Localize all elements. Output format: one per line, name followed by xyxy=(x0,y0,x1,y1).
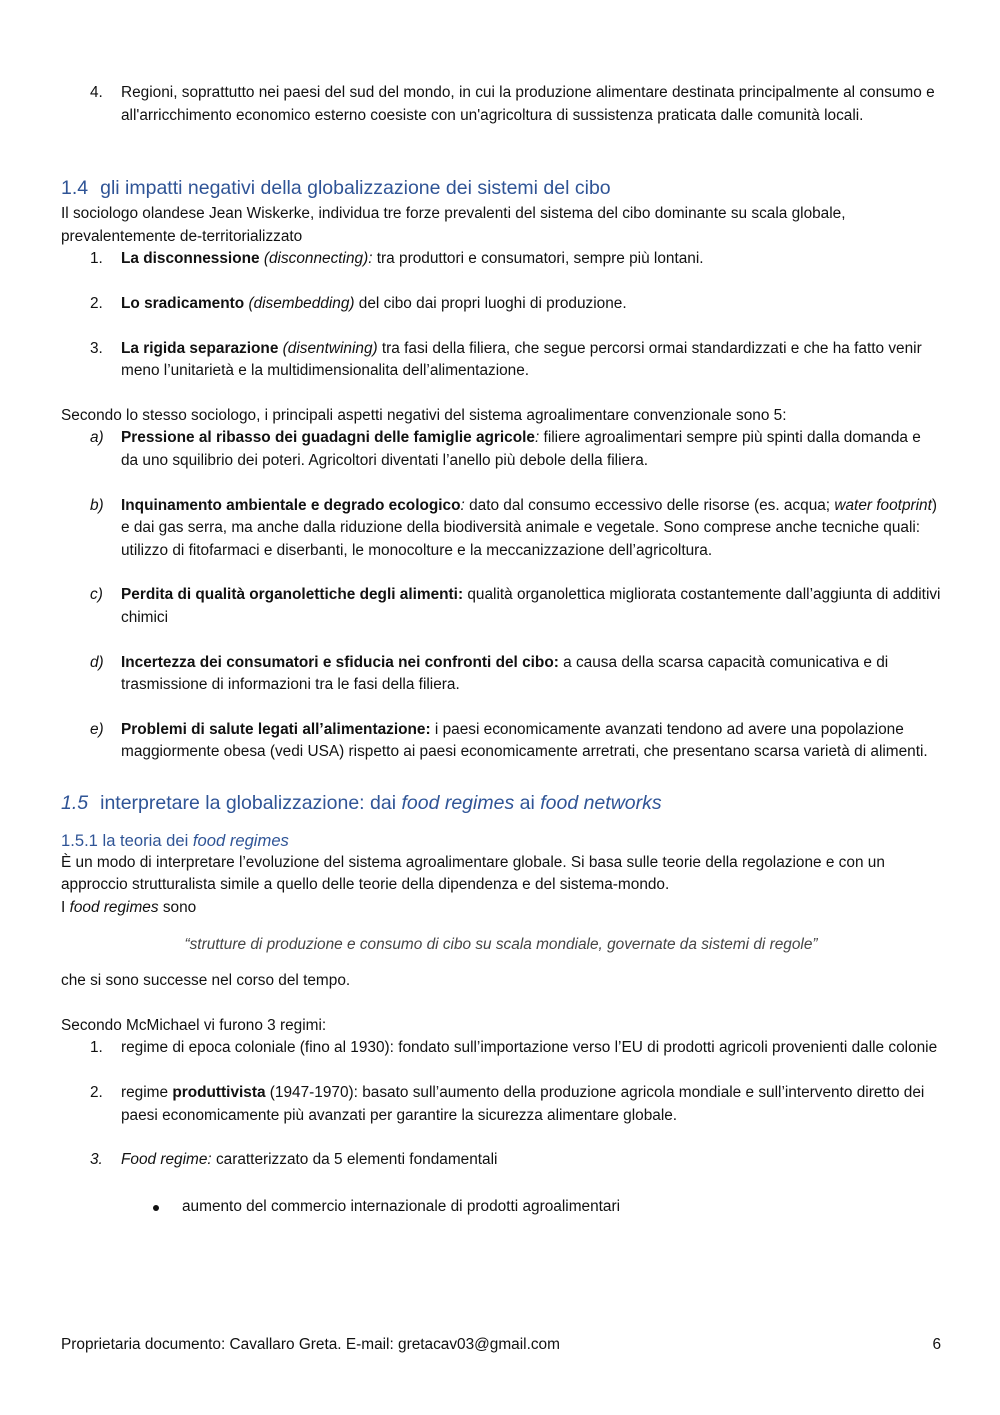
subsection-title: 1.5.1 la teoria dei xyxy=(61,830,193,850)
section-title: gli impatti negativi della globalizzazione dei sistemi del cibo xyxy=(100,177,611,200)
section-heading-1-5 xyxy=(61,790,941,816)
paragraph xyxy=(61,897,941,920)
list-number: 2. xyxy=(90,1084,103,1102)
list-letter: c) xyxy=(90,586,103,604)
section-number: 1.4 xyxy=(61,177,89,200)
term-bold: Perdita di qualità organolettiche degli alimenti: xyxy=(121,586,464,604)
list-number: 4. xyxy=(90,84,103,101)
list-item xyxy=(61,652,941,697)
list-item xyxy=(61,1037,941,1060)
list-number: 3. xyxy=(90,1151,103,1169)
section-heading-1-4 xyxy=(61,175,941,201)
list-item xyxy=(61,338,941,383)
term-bold: La disconnessione xyxy=(121,250,260,268)
list-item xyxy=(61,427,941,472)
list-letter: d) xyxy=(90,653,104,671)
list-item-text: Regioni, soprattutto nei paesi del sud del mondo, in cui la produzione alimentare destinata principalmente al consumo e all'arricchimento economico esterno coesiste con un'agricoltura di sussistenza praticata dalle comunità locali. xyxy=(121,84,935,124)
list-item xyxy=(61,293,941,316)
list-letter: a) xyxy=(90,429,104,447)
term-italic: food regimes xyxy=(69,899,159,917)
list-item-text: regime xyxy=(121,1084,173,1102)
block-quote: “strutture di produzione e consumo di cibo su scala mondiale, governate da sistemi di regole” xyxy=(184,935,818,953)
document-page xyxy=(61,82,941,1218)
list-item-text: i paesi economicamente avanzati tendono ad avere una popolazione maggiormente obesa (vedi USA) rispetto ai paesi economicamente arretrati, che presentano scarsa varietà di alimenti. xyxy=(121,720,928,761)
list-item xyxy=(61,82,941,127)
list-number: 1. xyxy=(90,1039,103,1057)
list-number: 1. xyxy=(90,250,103,268)
term-bold: Incertezza dei consumatori e sfiducia nei confronti del cibo: xyxy=(121,653,559,671)
term-italic: Food regime: xyxy=(121,1151,212,1169)
page-footer xyxy=(61,1334,941,1357)
bullet-text: aumento del commercio internazionale di prodotti agroalimentari xyxy=(182,1197,621,1215)
list-item-text: tra produttori e consumatori, sempre più lontani. xyxy=(372,250,704,268)
list-item xyxy=(61,1082,941,1127)
list-item xyxy=(61,1149,941,1172)
term-italic: (disembedding) xyxy=(248,294,355,312)
paragraph: È un modo di interpretare l’evoluzione del sistema agroalimentare globale. Si basa sulle teorie della regolazione e con un approccio strutturalista simile a quello delle teorie della dipendenza e del sistema-mondo. xyxy=(61,853,885,894)
list-item-text: a causa della scarsa capacità comunicativa e di trasmissione di informazioni tra le fasi della filiera. xyxy=(121,653,889,694)
separator: : xyxy=(460,496,465,514)
term-italic: (disconnecting): xyxy=(263,250,373,268)
list-item-text: tra fasi della filiera, che segue percorsi ormai standardizzati e che ha fatto venir meno l’unitarietà e la multidimensionalita dell’alimentazione. xyxy=(121,339,922,380)
list-item-text: ) e dai gas serra, ma anche dalla riduzione della biodiversità animale e vegetale. Sono comprese anche tecniche quali: utilizzo di fitofarmaci e diserbanti, le monocolture e la meccanizzazione dell’agricoltura. xyxy=(121,496,938,559)
bullet-icon xyxy=(153,1205,159,1211)
term-bold: Problemi di salute legati all’alimentazione: xyxy=(121,720,431,738)
list-item xyxy=(61,584,941,629)
list-number: 2. xyxy=(90,294,103,312)
term-bold: Pressione al ribasso dei guadagni delle famiglie agricole xyxy=(121,429,535,447)
paragraph-aspects-intro: Secondo lo stesso sociologo, i principali aspetti negativi del sistema agroalimentare convenzionale sono 5: xyxy=(61,406,787,424)
list-item xyxy=(61,719,941,764)
bullet-item xyxy=(61,1196,941,1219)
separator: : xyxy=(534,429,540,447)
text: sono xyxy=(158,899,197,917)
list-item xyxy=(61,495,941,563)
paragraph-intro: Il sociologo olandese Jean Wiskerke, individua tre forze prevalenti del sistema del cibo dominante su scala globale, prevalentemente de-territorializzato xyxy=(61,205,846,245)
term-bold: Inquinamento ambientale e degrado ecologico xyxy=(121,496,461,514)
term-bold: Lo sradicamento xyxy=(121,294,245,312)
subsection-title-italic: food regimes xyxy=(192,830,289,850)
paragraph: che si sono successe nel corso del tempo. xyxy=(61,972,351,990)
subsection-heading-1-5-1 xyxy=(61,830,941,852)
term-italic: (disentwining) xyxy=(282,339,378,357)
list-item-text: qualità organolettica migliorata costantemente dall’aggiunta di additivi chimici xyxy=(121,586,941,626)
list-number: 3. xyxy=(90,339,103,357)
term-bold: La rigida separazione xyxy=(121,339,279,357)
list-item-text: del cibo dai propri luoghi di produzione. xyxy=(354,294,627,312)
paragraph: Secondo McMichael vi furono 3 regimi: xyxy=(61,1016,327,1034)
page-number: 6 xyxy=(932,1336,941,1353)
term-bold: produttivista xyxy=(172,1084,266,1102)
section-title-italic: food networks xyxy=(540,791,662,814)
section-title: ai xyxy=(514,791,541,814)
term-italic: water footprint xyxy=(834,496,932,514)
list-item-text: dato dal consumo eccessivo delle risorse (es. acqua; xyxy=(464,496,835,514)
list-item-text: regime di epoca coloniale (fino al 1930): fondato sull’importazione verso l’EU di prodotti agricoli provenienti dalle colonie xyxy=(121,1039,938,1057)
footer-owner: Proprietaria documento: Cavallaro Greta. E-mail: gretacav03@gmail.com xyxy=(61,1336,560,1353)
list-item-text: caratterizzato da 5 elementi fondamentali xyxy=(211,1151,498,1169)
list-item-text: (1947-1970): basato sull’aumento della produzione agricola mondiale e sull’intervento diretto dei paesi economicamente più avanzati per garantire la sicurezza alimentare globale. xyxy=(121,1084,925,1124)
list-item xyxy=(61,248,941,271)
section-title: interpretare la globalizzazione: dai xyxy=(100,791,402,814)
text: I xyxy=(61,899,70,917)
list-letter: e) xyxy=(90,720,104,738)
list-item-text: filiere agroalimentari sempre più spinti dalla domanda e da uno squilibrio dei poteri. Agricoltori diventati l’anello più debole della filiera. xyxy=(121,429,921,469)
section-title-italic: food regimes xyxy=(401,791,515,814)
list-letter: b) xyxy=(90,496,104,514)
section-number: 1.5 xyxy=(61,791,89,814)
